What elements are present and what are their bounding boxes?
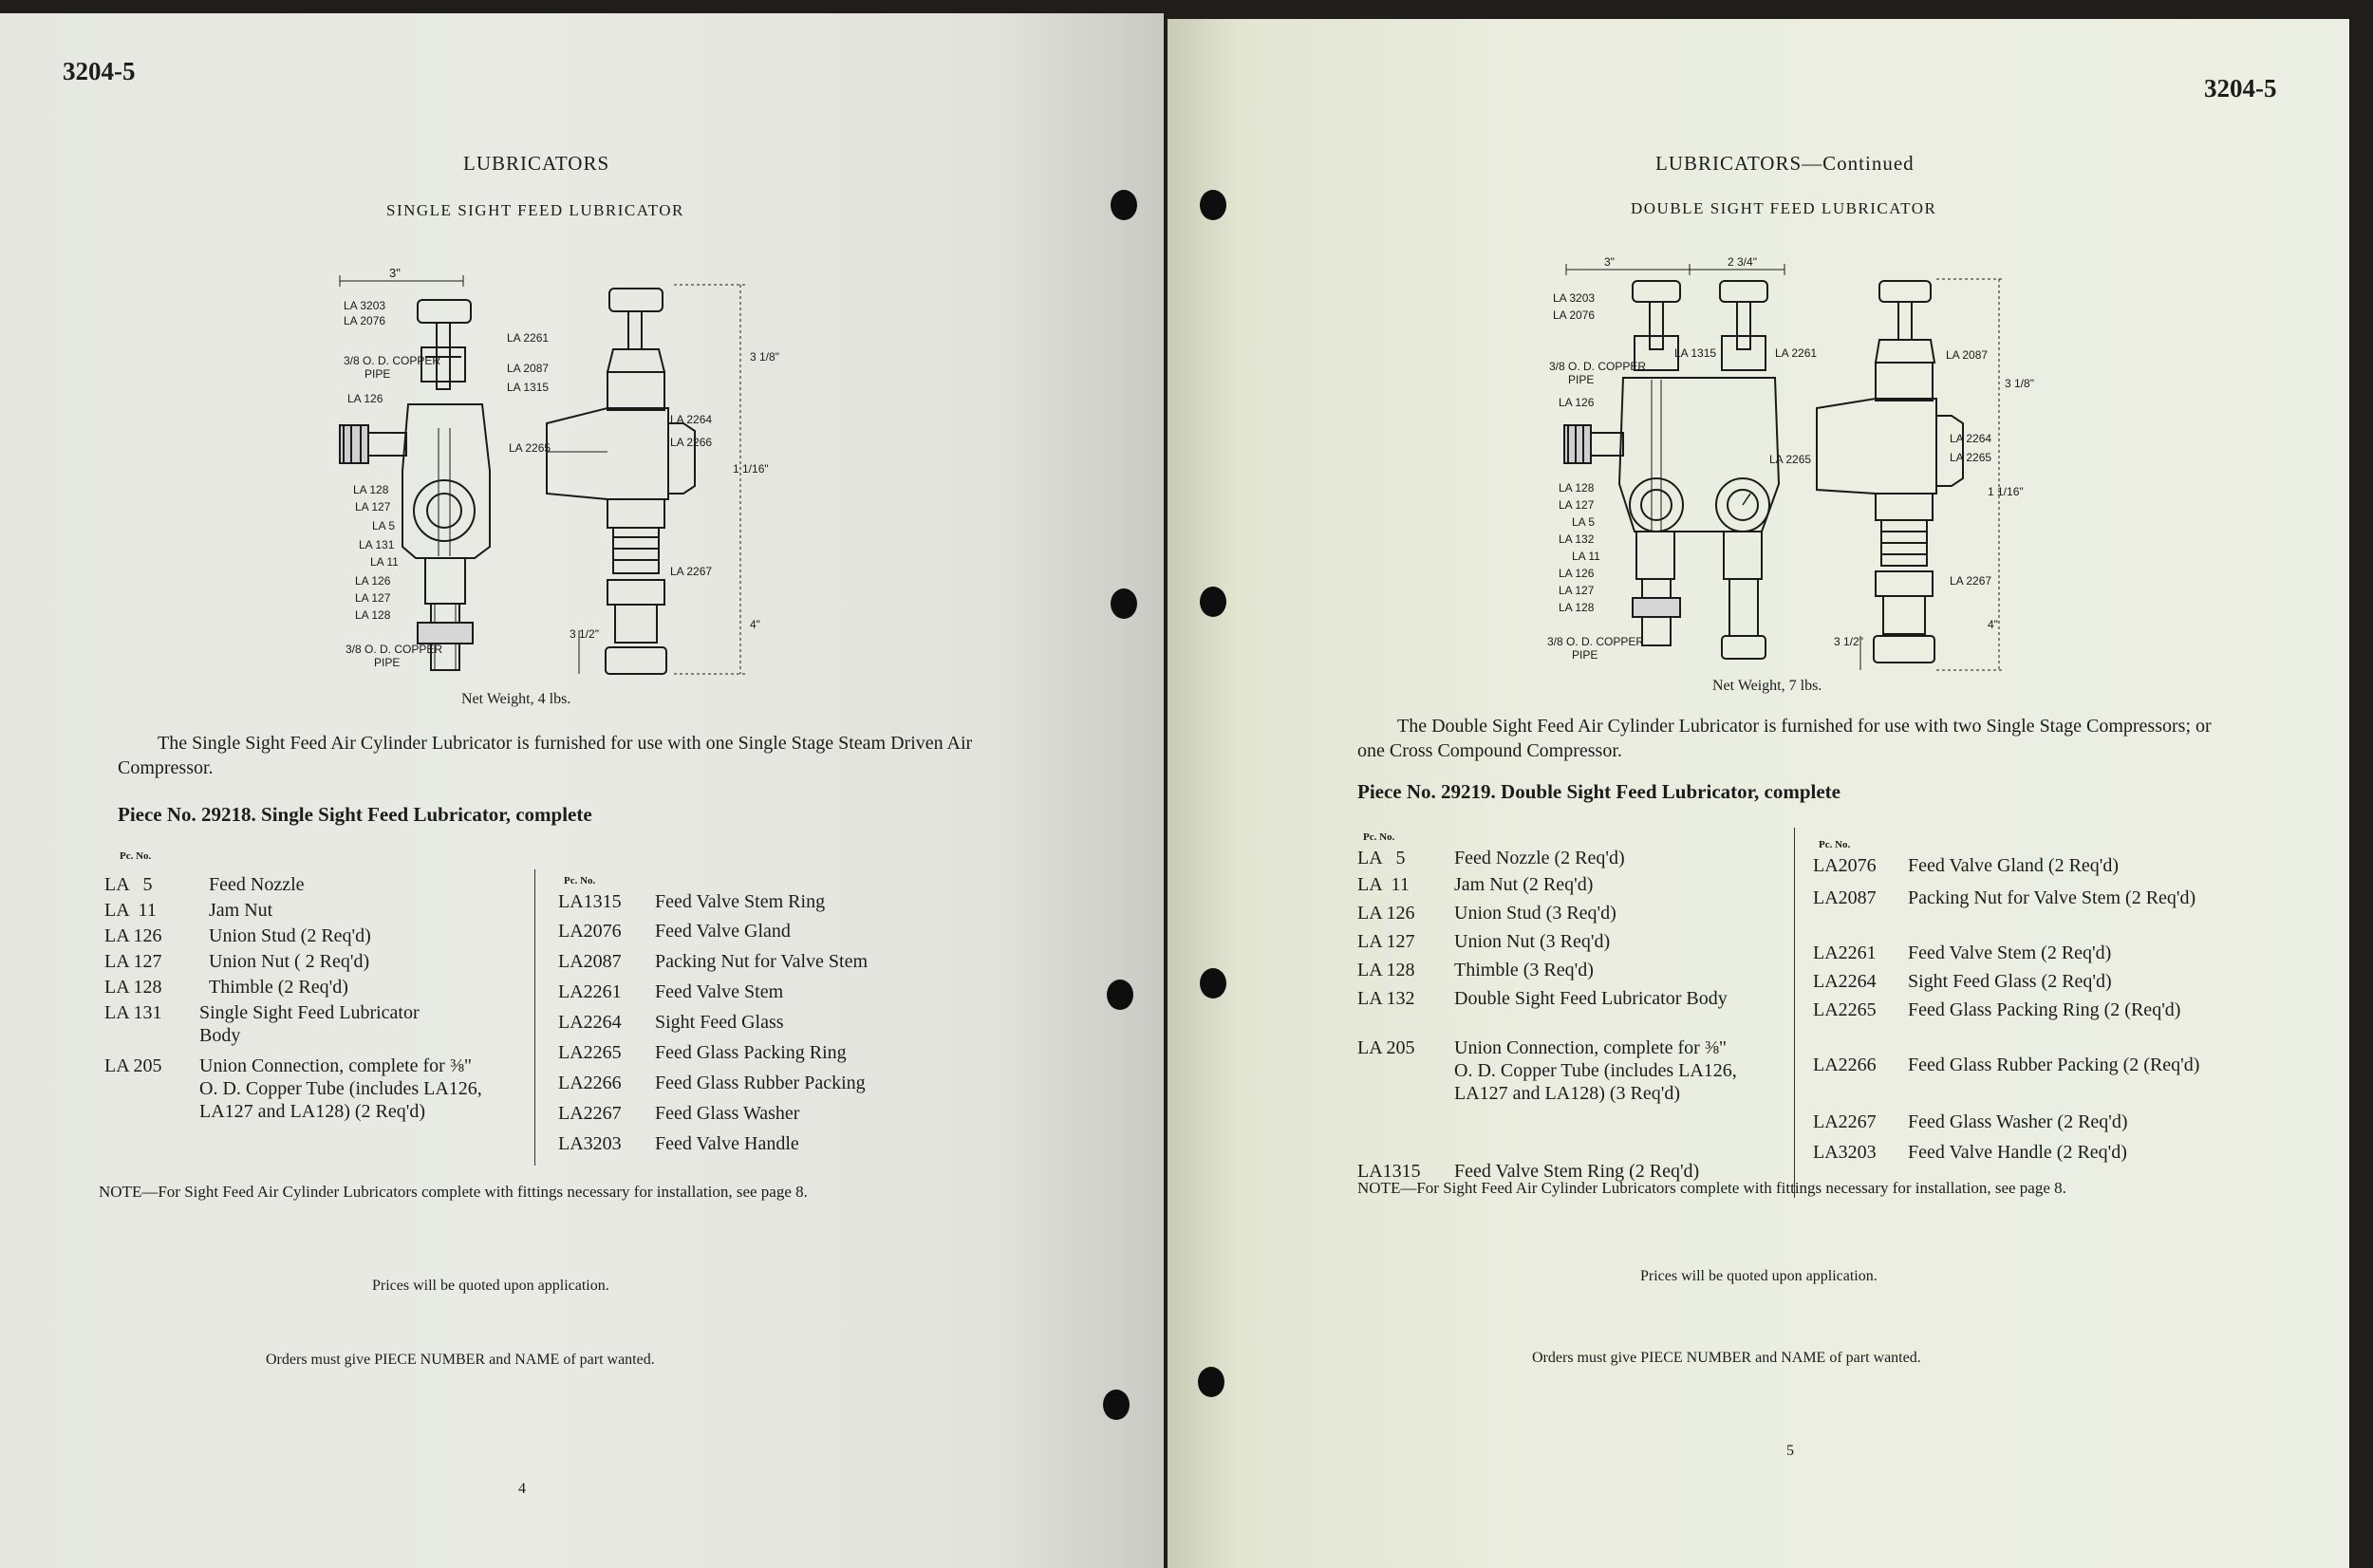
part-code: LA2266 bbox=[558, 1073, 622, 1093]
page-number: 4 bbox=[518, 1481, 526, 1497]
table-row bbox=[1357, 959, 1775, 985]
callout: LA 132 bbox=[1559, 532, 1595, 546]
part-code: LA 128 bbox=[104, 977, 162, 998]
callout: LA 126 bbox=[1559, 567, 1595, 580]
part-code: LA3203 bbox=[1813, 1142, 1877, 1163]
callout: LA 3203 bbox=[1553, 291, 1596, 305]
callout: LA 2267 bbox=[670, 565, 713, 578]
part-desc: Double Sight Feed Lubricator Body bbox=[1454, 988, 1728, 1009]
part-desc: Feed Valve Stem Ring (2 Req'd) bbox=[1454, 1161, 1700, 1182]
callout: LA 2087 bbox=[1946, 348, 1989, 362]
part-desc: Feed Valve Gland (2 Req'd) bbox=[1908, 855, 2120, 876]
pc-no-header: Pc. No. bbox=[1819, 839, 1851, 850]
part-code: LA3203 bbox=[558, 1133, 622, 1154]
part-desc: Feed Glass Rubber Packing bbox=[655, 1073, 866, 1093]
description: The Double Sight Feed Air Cylinder Lubricator is furnished for use with two Single Stage Compressors; or one Cross Compound Compressor. bbox=[1357, 716, 2212, 761]
dim-label: 3 1/8" bbox=[750, 350, 779, 364]
table-row bbox=[558, 890, 957, 917]
punch-hole bbox=[1107, 980, 1133, 1010]
table-row bbox=[558, 1041, 957, 1068]
part-desc: Union Stud (2 Req'd) bbox=[209, 925, 371, 946]
part-desc: Feed Glass Washer bbox=[655, 1103, 800, 1124]
part-code: LA2266 bbox=[1813, 1055, 1877, 1075]
orders-note: Orders must give PIECE NUMBER and NAME of part wanted. bbox=[1532, 1350, 1921, 1366]
callout: 3/8 O. D. COPPER bbox=[1547, 635, 1645, 648]
part-desc: Sight Feed Glass bbox=[655, 1012, 784, 1033]
table-row bbox=[1357, 1036, 1775, 1131]
table-row bbox=[104, 950, 484, 975]
callout: LA 2265 bbox=[509, 441, 551, 455]
parts-column-1 bbox=[104, 873, 484, 1158]
table-row bbox=[104, 1001, 484, 1051]
section-title: LUBRICATORS bbox=[463, 152, 610, 175]
part-code: LA2265 bbox=[558, 1042, 622, 1063]
callout: LA 11 bbox=[1572, 550, 1600, 563]
part-desc: Feed Nozzle bbox=[209, 874, 305, 895]
piece-heading: Piece No. 29219. Double Sight Feed Lubricator, complete bbox=[1357, 780, 1840, 803]
parts-column-2 bbox=[558, 890, 957, 1166]
table-row bbox=[1813, 854, 2212, 881]
prices-note: Prices will be quoted upon application. bbox=[372, 1278, 609, 1294]
lubricator-diagram bbox=[1547, 255, 2034, 674]
table-row bbox=[1813, 999, 2212, 1048]
callout: LA 1315 bbox=[507, 381, 550, 394]
table-row bbox=[1357, 902, 1775, 928]
description: The Single Sight Feed Air Cylinder Lubricator is furnished for use with one Single Stage Steam Driven Air Compressor. bbox=[118, 733, 973, 778]
dim-label: 1 1/16" bbox=[733, 462, 769, 476]
punch-hole bbox=[1111, 588, 1137, 619]
piece-heading: Piece No. 29218. Single Sight Feed Lubricator, complete bbox=[118, 803, 592, 826]
part-desc: Feed Valve Handle (2 Req'd) bbox=[1908, 1142, 2127, 1163]
part-code: LA2261 bbox=[1813, 943, 1877, 963]
table-row bbox=[558, 920, 957, 946]
installation-note: NOTE—For Sight Feed Air Cylinder Lubricators complete with fittings necessary for installation, see page 8. bbox=[99, 1183, 808, 1201]
part-code: LA 128 bbox=[1357, 960, 1415, 980]
installation-note: NOTE—For Sight Feed Air Cylinder Lubricators complete with fittings necessary for installation, see page 8. bbox=[1357, 1179, 2066, 1197]
pc-no-header: Pc. No. bbox=[120, 850, 152, 862]
part-code: LA2264 bbox=[1813, 971, 1877, 992]
parts-column-1 bbox=[1357, 847, 1775, 1188]
part-code: LA1315 bbox=[558, 891, 622, 912]
page-folio: 3204-5 bbox=[63, 57, 136, 85]
part-code: LA 126 bbox=[104, 925, 162, 946]
callout: LA 2267 bbox=[1950, 574, 1992, 588]
part-code: LA2267 bbox=[558, 1103, 622, 1124]
dim-label: 3 1/8" bbox=[2005, 377, 2034, 390]
callout: LA 2264 bbox=[670, 413, 713, 426]
part-desc: Feed Valve Stem (2 Req'd) bbox=[1908, 943, 2112, 963]
callout: LA 2076 bbox=[344, 314, 386, 327]
dim-label: 3 1/2" bbox=[570, 627, 599, 641]
part-code: LA 127 bbox=[1357, 931, 1415, 952]
part-code: LA2076 bbox=[558, 921, 622, 942]
prices-note: Prices will be quoted upon application. bbox=[1640, 1268, 1878, 1284]
table-row bbox=[1813, 1111, 2212, 1137]
table-row bbox=[558, 950, 957, 977]
callout: 3/8 O. D. COPPER bbox=[344, 354, 441, 367]
part-desc: Feed Glass Washer (2 Req'd) bbox=[1908, 1111, 2128, 1132]
net-weight: Net Weight, 7 lbs. bbox=[1712, 678, 1822, 694]
part-desc: Union Connection, complete for ⅜" O. D. Copper Tube (includes LA126, LA127 and LA128) (2 Req'd) bbox=[199, 1055, 482, 1122]
table-row bbox=[104, 924, 484, 949]
callout: 3/8 O. D. COPPER bbox=[1549, 360, 1647, 373]
part-code: LA 132 bbox=[1357, 988, 1415, 1009]
part-code: LA 131 bbox=[104, 1002, 162, 1023]
lubricator-diagram bbox=[323, 262, 779, 680]
page-number: 5 bbox=[1786, 1443, 1794, 1459]
part-desc: Thimble (3 Req'd) bbox=[1454, 960, 1594, 980]
part-code: LA 11 bbox=[104, 900, 157, 921]
callout: LA 2265 bbox=[1769, 453, 1812, 466]
punch-hole bbox=[1200, 587, 1226, 617]
callout: LA 128 bbox=[355, 608, 391, 622]
dim-label: 4" bbox=[1988, 618, 1998, 631]
left-page bbox=[0, 13, 1164, 1568]
callout: LA 2087 bbox=[507, 362, 550, 375]
dim-label: 3" bbox=[1604, 255, 1615, 269]
part-desc: Feed Glass Rubber Packing (2 (Req'd) bbox=[1908, 1055, 2200, 1075]
table-row bbox=[1813, 887, 2212, 936]
table-row bbox=[1357, 847, 1775, 873]
callout: LA 127 bbox=[355, 500, 391, 513]
part-code: LA 11 bbox=[1357, 874, 1410, 895]
part-desc: Feed Glass Packing Ring bbox=[655, 1042, 847, 1063]
callout: PIPE bbox=[364, 367, 391, 381]
part-desc: Jam Nut bbox=[209, 900, 273, 921]
part-desc: Feed Valve Stem Ring bbox=[655, 891, 826, 912]
table-row bbox=[558, 1132, 957, 1159]
right-page bbox=[1168, 19, 2349, 1568]
part-code: LA 127 bbox=[104, 951, 162, 972]
callout: LA 5 bbox=[1572, 515, 1596, 529]
part-code: LA 205 bbox=[1357, 1037, 1415, 1058]
table-row bbox=[1813, 970, 2212, 997]
callout: LA 2264 bbox=[1950, 432, 1992, 445]
dim-label: 3" bbox=[389, 266, 401, 280]
pc-no-header: Pc. No. bbox=[1363, 831, 1395, 843]
table-row bbox=[1813, 1141, 2212, 1167]
part-desc: Sight Feed Glass (2 Req'd) bbox=[1908, 971, 2112, 992]
callout: LA 5 bbox=[372, 519, 396, 532]
callout: LA 128 bbox=[353, 483, 389, 496]
punch-hole bbox=[1200, 968, 1226, 999]
part-code: LA 126 bbox=[1357, 903, 1415, 924]
part-desc: Feed Glass Packing Ring (2 (Req'd) bbox=[1908, 999, 2181, 1020]
part-code: LA 205 bbox=[104, 1055, 162, 1076]
part-desc: Thimble (2 Req'd) bbox=[209, 977, 348, 998]
part-desc: Union Nut (3 Req'd) bbox=[1454, 931, 1611, 952]
part-code: LA2087 bbox=[1813, 887, 1877, 908]
callout: LA 127 bbox=[1559, 498, 1595, 512]
table-row bbox=[1357, 930, 1775, 957]
dim-label: 2 3/4" bbox=[1728, 255, 1757, 269]
part-code: LA 5 bbox=[1357, 848, 1406, 868]
table-row bbox=[1813, 942, 2212, 968]
callout: LA 2266 bbox=[670, 436, 713, 449]
part-code: LA 5 bbox=[104, 874, 153, 895]
part-desc: Feed Valve Stem bbox=[655, 981, 784, 1002]
section-title: LUBRICATORS—Continued bbox=[1655, 152, 1915, 175]
table-row bbox=[104, 873, 484, 898]
part-code: LA2264 bbox=[558, 1012, 622, 1033]
part-desc: Feed Nozzle (2 Req'd) bbox=[1454, 848, 1625, 868]
table-row bbox=[1357, 873, 1775, 900]
callout: LA 126 bbox=[1559, 396, 1595, 409]
callout: LA 2265 bbox=[1950, 451, 1992, 464]
dim-label: 4" bbox=[750, 618, 760, 631]
part-desc: Packing Nut for Valve Stem (2 Req'd) bbox=[1908, 887, 2196, 908]
part-code: LA2267 bbox=[1813, 1111, 1877, 1132]
part-code: LA2265 bbox=[1813, 999, 1877, 1020]
table-row bbox=[104, 899, 484, 924]
part-desc: Jam Nut (2 Req'd) bbox=[1454, 874, 1594, 895]
part-desc: Feed Valve Gland bbox=[655, 921, 791, 942]
part-code: LA2261 bbox=[558, 981, 622, 1002]
dim-label: 3 1/2" bbox=[1834, 635, 1863, 648]
punch-hole bbox=[1103, 1390, 1130, 1420]
orders-note: Orders must give PIECE NUMBER and NAME of part wanted. bbox=[266, 1352, 655, 1368]
callout: LA 131 bbox=[359, 538, 395, 551]
page-folio: 3204-5 bbox=[2204, 74, 2277, 103]
parts-column-2 bbox=[1813, 854, 2212, 1215]
callout: LA 11 bbox=[370, 555, 399, 569]
callout: LA 126 bbox=[347, 392, 383, 405]
table-row bbox=[1813, 1054, 2212, 1103]
column-divider bbox=[1794, 828, 1795, 1198]
table-row bbox=[558, 1011, 957, 1037]
punch-hole bbox=[1200, 190, 1226, 220]
part-code: LA2087 bbox=[558, 951, 622, 972]
part-desc: Feed Valve Handle bbox=[655, 1133, 799, 1154]
section-subtitle: SINGLE SIGHT FEED LUBRICATOR bbox=[386, 201, 684, 219]
callout: LA 2261 bbox=[1775, 346, 1818, 360]
callout: PIPE bbox=[1572, 648, 1598, 662]
punch-hole bbox=[1111, 190, 1137, 220]
part-code: LA1315 bbox=[1357, 1161, 1421, 1182]
part-desc: Union Nut ( 2 Req'd) bbox=[209, 951, 370, 972]
part-code: LA2076 bbox=[1813, 855, 1877, 876]
callout: LA 127 bbox=[355, 591, 391, 605]
part-desc: Packing Nut for Valve Stem bbox=[655, 951, 869, 972]
punch-hole bbox=[1198, 1367, 1224, 1397]
callout: PIPE bbox=[374, 656, 401, 669]
callout: LA 3203 bbox=[344, 299, 386, 312]
table-row bbox=[558, 1102, 957, 1129]
table-row bbox=[1357, 987, 1775, 1036]
callout: LA 128 bbox=[1559, 601, 1595, 614]
callout: PIPE bbox=[1568, 373, 1595, 386]
table-row bbox=[104, 1055, 484, 1149]
part-desc: Union Connection, complete for ⅜" O. D. Copper Tube (includes LA126, LA127 and LA128) (3 Req'd) bbox=[1454, 1037, 1737, 1104]
callout: LA 1315 bbox=[1674, 346, 1717, 360]
pc-no-header: Pc. No. bbox=[564, 875, 596, 887]
callout: LA 2076 bbox=[1553, 308, 1596, 322]
part-desc: Union Stud (3 Req'd) bbox=[1454, 903, 1616, 924]
part-desc: Single Sight Feed Lubricator Body bbox=[199, 1002, 420, 1046]
callout: LA 126 bbox=[355, 574, 391, 588]
dim-label: 1 1/16" bbox=[1988, 485, 2024, 498]
callout: LA 2261 bbox=[507, 331, 550, 345]
section-subtitle: DOUBLE SIGHT FEED LUBRICATOR bbox=[1631, 199, 1937, 217]
table-row bbox=[558, 1072, 957, 1098]
callout: LA 127 bbox=[1559, 584, 1595, 597]
table-row bbox=[104, 976, 484, 1000]
net-weight: Net Weight, 4 lbs. bbox=[461, 691, 571, 707]
column-divider bbox=[534, 869, 535, 1166]
callout: 3/8 O. D. COPPER bbox=[346, 643, 443, 656]
callout: LA 128 bbox=[1559, 481, 1595, 495]
table-row bbox=[558, 980, 957, 1007]
